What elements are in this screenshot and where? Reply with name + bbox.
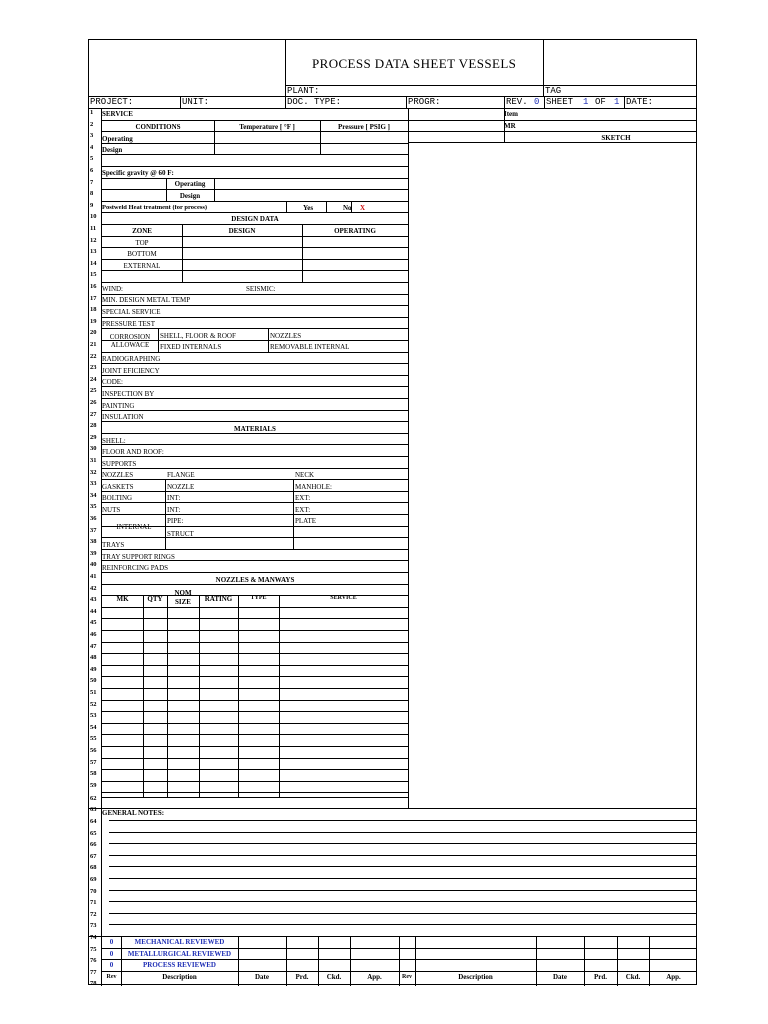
h-rule xyxy=(101,212,408,213)
h-rule xyxy=(101,143,408,144)
revision-1-description: MECHANICAL REVIEWED xyxy=(134,939,225,946)
zone-bottom: BOTTOM xyxy=(127,251,157,258)
yes-label: Yes xyxy=(303,205,314,212)
row-number: 69 xyxy=(90,876,97,883)
zone-external: EXTERNAL xyxy=(123,263,161,270)
row-number: 63 xyxy=(90,807,97,814)
row-number: 20 xyxy=(90,330,97,337)
h-rule xyxy=(101,758,408,759)
v-rule xyxy=(279,595,280,797)
v-rule xyxy=(285,40,286,97)
footer-description: Description xyxy=(162,974,197,981)
v-rule xyxy=(408,108,409,808)
h-rule xyxy=(89,936,697,937)
nuts-int-label: INT: xyxy=(167,507,181,514)
h-rule xyxy=(101,456,408,457)
row-number: 9 xyxy=(90,202,94,209)
row-number: 37 xyxy=(90,527,97,534)
doc-type-label: DOC. TYPE: xyxy=(287,98,342,107)
mr-label: MR xyxy=(504,123,516,130)
insulation-label: INSULATION xyxy=(102,414,144,421)
allowace-label: ALLOWACE xyxy=(110,342,150,349)
supports-label: SUPPORTS xyxy=(102,461,137,468)
row-number: 62 xyxy=(90,795,97,802)
tag-label: TAG xyxy=(545,87,562,96)
revision-2-description: METALLURGICAL REVIEWED xyxy=(127,951,232,958)
revision-3-description: PROCESS REVIEWED xyxy=(143,962,216,969)
service-label: SERVICE xyxy=(102,111,133,118)
h-rule xyxy=(101,549,408,550)
row-number: 67 xyxy=(90,853,97,860)
row-number: 73 xyxy=(90,923,97,930)
radiographing-label: RADIOGRAPHING xyxy=(102,356,161,363)
h-rule xyxy=(109,913,697,914)
special-service-label: SPECIAL SERVICE xyxy=(102,309,161,316)
h-rule xyxy=(109,820,697,821)
v-rule xyxy=(167,595,168,797)
h-rule xyxy=(101,723,408,724)
h-rule xyxy=(101,154,408,155)
footer-rev: Rev xyxy=(106,974,117,980)
plate-label: PLATE xyxy=(295,518,316,525)
h-rule xyxy=(101,224,408,225)
h-rule xyxy=(101,711,408,712)
gaskets-label: GASKETS xyxy=(102,484,134,491)
row-number: 36 xyxy=(90,516,97,522)
operating-label: Operating xyxy=(102,136,133,143)
sheet-label: SHEET xyxy=(546,98,574,107)
row-number: 75 xyxy=(90,946,97,953)
pipe-label: PIPE: xyxy=(167,518,184,525)
row-number: 38 xyxy=(90,539,97,546)
h-rule xyxy=(101,398,408,399)
design-data-header: DESIGN DATA xyxy=(231,216,279,223)
row-number: 48 xyxy=(90,655,97,662)
pwht-label: Postweld Heat treatment (for process) xyxy=(102,205,208,211)
mk-header: MK xyxy=(116,596,129,603)
footer-date-2: Date xyxy=(553,974,567,981)
row-number: 54 xyxy=(90,724,97,731)
row-number: 1 xyxy=(90,110,94,116)
h-rule xyxy=(101,410,408,411)
row-number: 5 xyxy=(90,156,94,163)
h-rule xyxy=(109,878,697,879)
h-rule xyxy=(101,781,408,782)
h-rule xyxy=(101,166,408,167)
footer-prd: Prd. xyxy=(295,974,309,981)
row-number: 44 xyxy=(90,608,97,615)
row-number: 42 xyxy=(90,585,97,592)
row-number: 15 xyxy=(90,272,97,279)
sheet-total: 1 xyxy=(614,98,620,107)
h-rule xyxy=(101,734,408,735)
h-rule xyxy=(101,259,408,260)
row-number: 59 xyxy=(90,782,97,789)
seismic-label: SEISMIC: xyxy=(246,286,276,293)
h-rule xyxy=(109,832,697,833)
code-label: CODE: xyxy=(102,379,123,386)
internal-label: INTERNAL xyxy=(116,524,152,531)
row-number: 16 xyxy=(90,284,97,290)
fixed-internals-label: FIXED INTERNALS xyxy=(160,344,222,351)
row-number: 64 xyxy=(90,818,97,825)
row-number: 50 xyxy=(90,678,97,685)
h-rule xyxy=(101,676,408,677)
reinforcing-label: REINFORCING PADS xyxy=(102,565,169,572)
no-mark: X xyxy=(360,205,366,212)
h-rule xyxy=(101,386,408,387)
row-number: 19 xyxy=(90,318,97,325)
flange-label: FLANGE xyxy=(167,472,195,479)
h-rule xyxy=(285,85,697,86)
footer-ckd: Ckd. xyxy=(326,974,342,981)
h-rule xyxy=(101,352,408,353)
v-rule xyxy=(286,201,287,213)
h-rule xyxy=(101,236,408,237)
row-number: 25 xyxy=(90,388,97,395)
neck-label: NECK xyxy=(295,472,315,479)
design-label: Design xyxy=(102,147,123,154)
h-rule xyxy=(101,189,408,190)
project-label: PROJECT: xyxy=(90,98,134,107)
rev-value: 0 xyxy=(534,98,540,107)
h-rule xyxy=(101,630,408,631)
h-rule xyxy=(101,514,408,515)
row-number: 29 xyxy=(90,434,97,441)
row-number: 32 xyxy=(90,469,97,476)
inspection-by-label: INSPECTION BY xyxy=(102,391,155,398)
h-rule xyxy=(101,421,408,422)
h-rule xyxy=(408,131,697,132)
row-number: 71 xyxy=(90,900,97,907)
operating-header: OPERATING xyxy=(334,228,376,235)
h-rule xyxy=(101,328,408,329)
size-header: SIZE xyxy=(175,599,191,606)
row-number: 49 xyxy=(90,666,97,673)
h-rule xyxy=(101,491,408,492)
row-number: 14 xyxy=(90,260,97,267)
v-rule xyxy=(158,328,159,351)
specific-gravity-label: Specific gravity @ 60 F: xyxy=(102,170,174,177)
row-number: 11 xyxy=(90,226,97,232)
row-number: 74 xyxy=(90,934,97,941)
trays-label: TRAYS xyxy=(102,542,125,549)
row-number: 55 xyxy=(90,736,97,743)
row-number: 58 xyxy=(90,771,97,778)
zone-header: ZONE xyxy=(132,228,152,235)
v-rule xyxy=(199,595,200,797)
h-rule xyxy=(109,901,697,902)
h-rule xyxy=(101,537,408,538)
row-number: 46 xyxy=(90,632,97,638)
footer-rev-2: Rev xyxy=(402,974,412,980)
h-rule xyxy=(101,282,408,283)
row-number: 22 xyxy=(90,353,97,360)
row-number: 12 xyxy=(90,237,97,244)
v-rule xyxy=(268,328,269,351)
footer-app-2: App. xyxy=(666,974,681,981)
v-rule xyxy=(504,96,505,108)
row-number: 10 xyxy=(90,214,97,221)
row-number: 23 xyxy=(90,365,97,372)
h-rule xyxy=(101,769,408,770)
temperature-label: Temperature [ °F ] xyxy=(239,124,295,131)
bolting-int-label: INT: xyxy=(167,495,181,502)
joint-efficiency-label: JOINT EFICIENCY xyxy=(102,368,160,375)
bolting-label: BOLTING xyxy=(102,495,133,502)
row-number: 31 xyxy=(90,458,97,464)
h-rule xyxy=(101,665,408,666)
h-rule xyxy=(101,270,408,271)
wind-label: WIND: xyxy=(102,286,123,293)
date-label: DATE: xyxy=(626,98,654,107)
nozzles-manways-header: NOZZLES & MANWAYS xyxy=(215,577,295,584)
h-rule xyxy=(101,305,408,306)
no-label: No xyxy=(343,205,352,212)
h-rule xyxy=(89,108,697,109)
sg-design-label: Design xyxy=(179,193,201,200)
revision-2-number: 0 xyxy=(109,951,114,958)
of-label: OF xyxy=(595,98,606,107)
row-number: 3 xyxy=(90,133,94,140)
h-rule xyxy=(109,890,697,891)
footer-date: Date xyxy=(255,974,269,981)
row-number: 56 xyxy=(90,748,97,754)
h-rule xyxy=(89,808,697,809)
row-number: 35 xyxy=(90,504,97,511)
shell-floor-roof-label: SHELL, FLOOR & ROOF xyxy=(160,333,236,340)
v-rule xyxy=(406,96,407,108)
nozzles-label: NOZZLES xyxy=(102,472,134,479)
manhole-label: MANHOLE: xyxy=(295,484,332,491)
row-number: 76 xyxy=(90,958,97,965)
row-number: 13 xyxy=(90,249,97,256)
h-rule xyxy=(101,294,408,295)
row-number: 4 xyxy=(90,144,94,151)
v-rule xyxy=(293,479,294,549)
row-number: 47 xyxy=(90,643,97,650)
v-rule xyxy=(544,96,545,108)
row-number: 28 xyxy=(90,423,97,430)
materials-header: MATERIALS xyxy=(234,426,276,433)
conditions-label: CONDITIONS xyxy=(135,124,181,131)
row-number: 41 xyxy=(90,574,97,580)
nozzles-ca-label: NOZZLES xyxy=(270,333,302,340)
nuts-ext-label: EXT: xyxy=(295,507,311,514)
v-rule xyxy=(238,595,239,797)
row-number: 2 xyxy=(90,121,94,128)
row-number: 65 xyxy=(90,830,97,837)
h-rule xyxy=(408,142,697,143)
h-rule xyxy=(101,688,408,689)
revision-1-number: 0 xyxy=(109,939,114,946)
footer-description-2: Description xyxy=(458,974,493,981)
h-rule xyxy=(101,746,408,747)
nom-header: NOM xyxy=(174,590,192,597)
v-rule xyxy=(165,479,166,549)
row-number: 51 xyxy=(90,690,97,696)
h-rule xyxy=(101,178,408,179)
v-rule xyxy=(285,96,286,108)
zone-top: TOP xyxy=(135,240,149,247)
h-rule xyxy=(101,479,408,480)
h-rule xyxy=(101,607,408,608)
row-number: 68 xyxy=(90,865,97,872)
h-rule xyxy=(109,855,697,856)
h-rule xyxy=(101,120,408,121)
row-number: 43 xyxy=(90,597,97,604)
sg-operating-label: Operating xyxy=(174,181,206,188)
row-number: 70 xyxy=(90,888,97,895)
h-rule xyxy=(101,444,408,445)
h-rule xyxy=(101,642,408,643)
row-number: 53 xyxy=(90,713,97,720)
row-number: 45 xyxy=(90,620,97,627)
row-number: 57 xyxy=(90,759,97,766)
design-header: DESIGN xyxy=(228,228,256,235)
h-rule xyxy=(109,866,697,867)
row-number: 6 xyxy=(90,168,94,174)
h-rule xyxy=(101,247,408,248)
qty-header: QTY xyxy=(147,596,163,603)
type-header: TYPE xyxy=(250,595,267,601)
floor-roof-label: FLOOR AND ROOF: xyxy=(102,449,164,456)
sheet-title: PROCESS DATA SHEET VESSELS xyxy=(312,57,517,70)
h-rule xyxy=(101,363,408,364)
row-number: 78 xyxy=(90,981,97,988)
sketch-label: SKETCH xyxy=(601,135,631,142)
h-rule xyxy=(408,120,697,121)
v-rule xyxy=(180,96,181,108)
item-label: Item xyxy=(504,111,518,118)
service-header: SERVICE xyxy=(330,595,357,601)
bolting-ext-label: EXT: xyxy=(295,495,311,502)
h-rule xyxy=(101,201,408,202)
row-number: 24 xyxy=(90,376,97,383)
row-number: 26 xyxy=(90,400,97,406)
row-number: 17 xyxy=(90,295,97,302)
footer-ckd-2: Ckd. xyxy=(625,974,641,981)
tray-support-label: TRAY SUPPORT RINGS xyxy=(102,554,175,561)
data-sheet xyxy=(88,39,697,988)
row-number: 18 xyxy=(90,307,97,314)
struct-label: STRUCT xyxy=(167,531,194,538)
row-number: 52 xyxy=(90,701,97,708)
h-rule xyxy=(109,843,697,844)
row-number: 21 xyxy=(90,342,97,348)
row-number: 72 xyxy=(90,911,97,918)
h-rule xyxy=(101,131,408,132)
mdmt-label: MIN. DESIGN METAL TEMP xyxy=(102,297,191,304)
row-number: 8 xyxy=(90,191,94,198)
h-rule xyxy=(101,700,408,701)
row-number: 7 xyxy=(90,179,94,186)
progr-label: PROGR: xyxy=(408,98,441,107)
footer-app: App. xyxy=(367,974,382,981)
removable-internal-label: REMOVABLE INTERNAL xyxy=(270,344,350,351)
h-rule xyxy=(101,572,408,573)
nozzle-label: NOZZLE xyxy=(167,484,195,491)
v-rule xyxy=(624,96,625,108)
h-rule xyxy=(101,502,408,503)
v-rule xyxy=(543,40,544,97)
plant-label: PLANT: xyxy=(287,87,320,96)
v-rule xyxy=(143,595,144,797)
row-number: 66 xyxy=(90,842,97,849)
h-rule xyxy=(101,317,408,318)
unit-label: UNIT: xyxy=(182,98,210,107)
sheet-number: 1 xyxy=(583,98,589,107)
revision-3-number: 0 xyxy=(109,962,114,969)
h-rule xyxy=(101,468,408,469)
painting-label: PAINTING xyxy=(102,403,135,410)
footer-prd-2: Prd. xyxy=(593,974,608,981)
h-rule xyxy=(101,618,408,619)
shell-label: SHELL: xyxy=(102,438,126,445)
pressure-label: Pressure [ PSIG ] xyxy=(337,124,391,131)
row-number: 77 xyxy=(90,969,97,976)
h-rule xyxy=(101,797,408,798)
row-number: 33 xyxy=(90,481,97,488)
corrosion-label: CORROSION xyxy=(109,334,151,341)
general-notes-label: GENERAL NOTES: xyxy=(102,810,165,817)
h-rule xyxy=(101,653,408,654)
row-number: 39 xyxy=(90,550,97,557)
rev-label: REV. xyxy=(506,98,528,107)
v-rule xyxy=(214,178,215,201)
v-rule xyxy=(326,201,327,213)
pressure-test-label: PRESSURE TEST xyxy=(102,321,155,328)
row-number: 27 xyxy=(90,411,97,418)
nuts-label: NUTS xyxy=(102,507,121,514)
row-number: 40 xyxy=(90,562,97,569)
h-rule xyxy=(109,924,697,925)
h-rule xyxy=(101,792,408,793)
rating-header: RATING xyxy=(204,596,233,603)
row-number: 34 xyxy=(90,492,97,499)
row-number: 30 xyxy=(90,446,97,453)
